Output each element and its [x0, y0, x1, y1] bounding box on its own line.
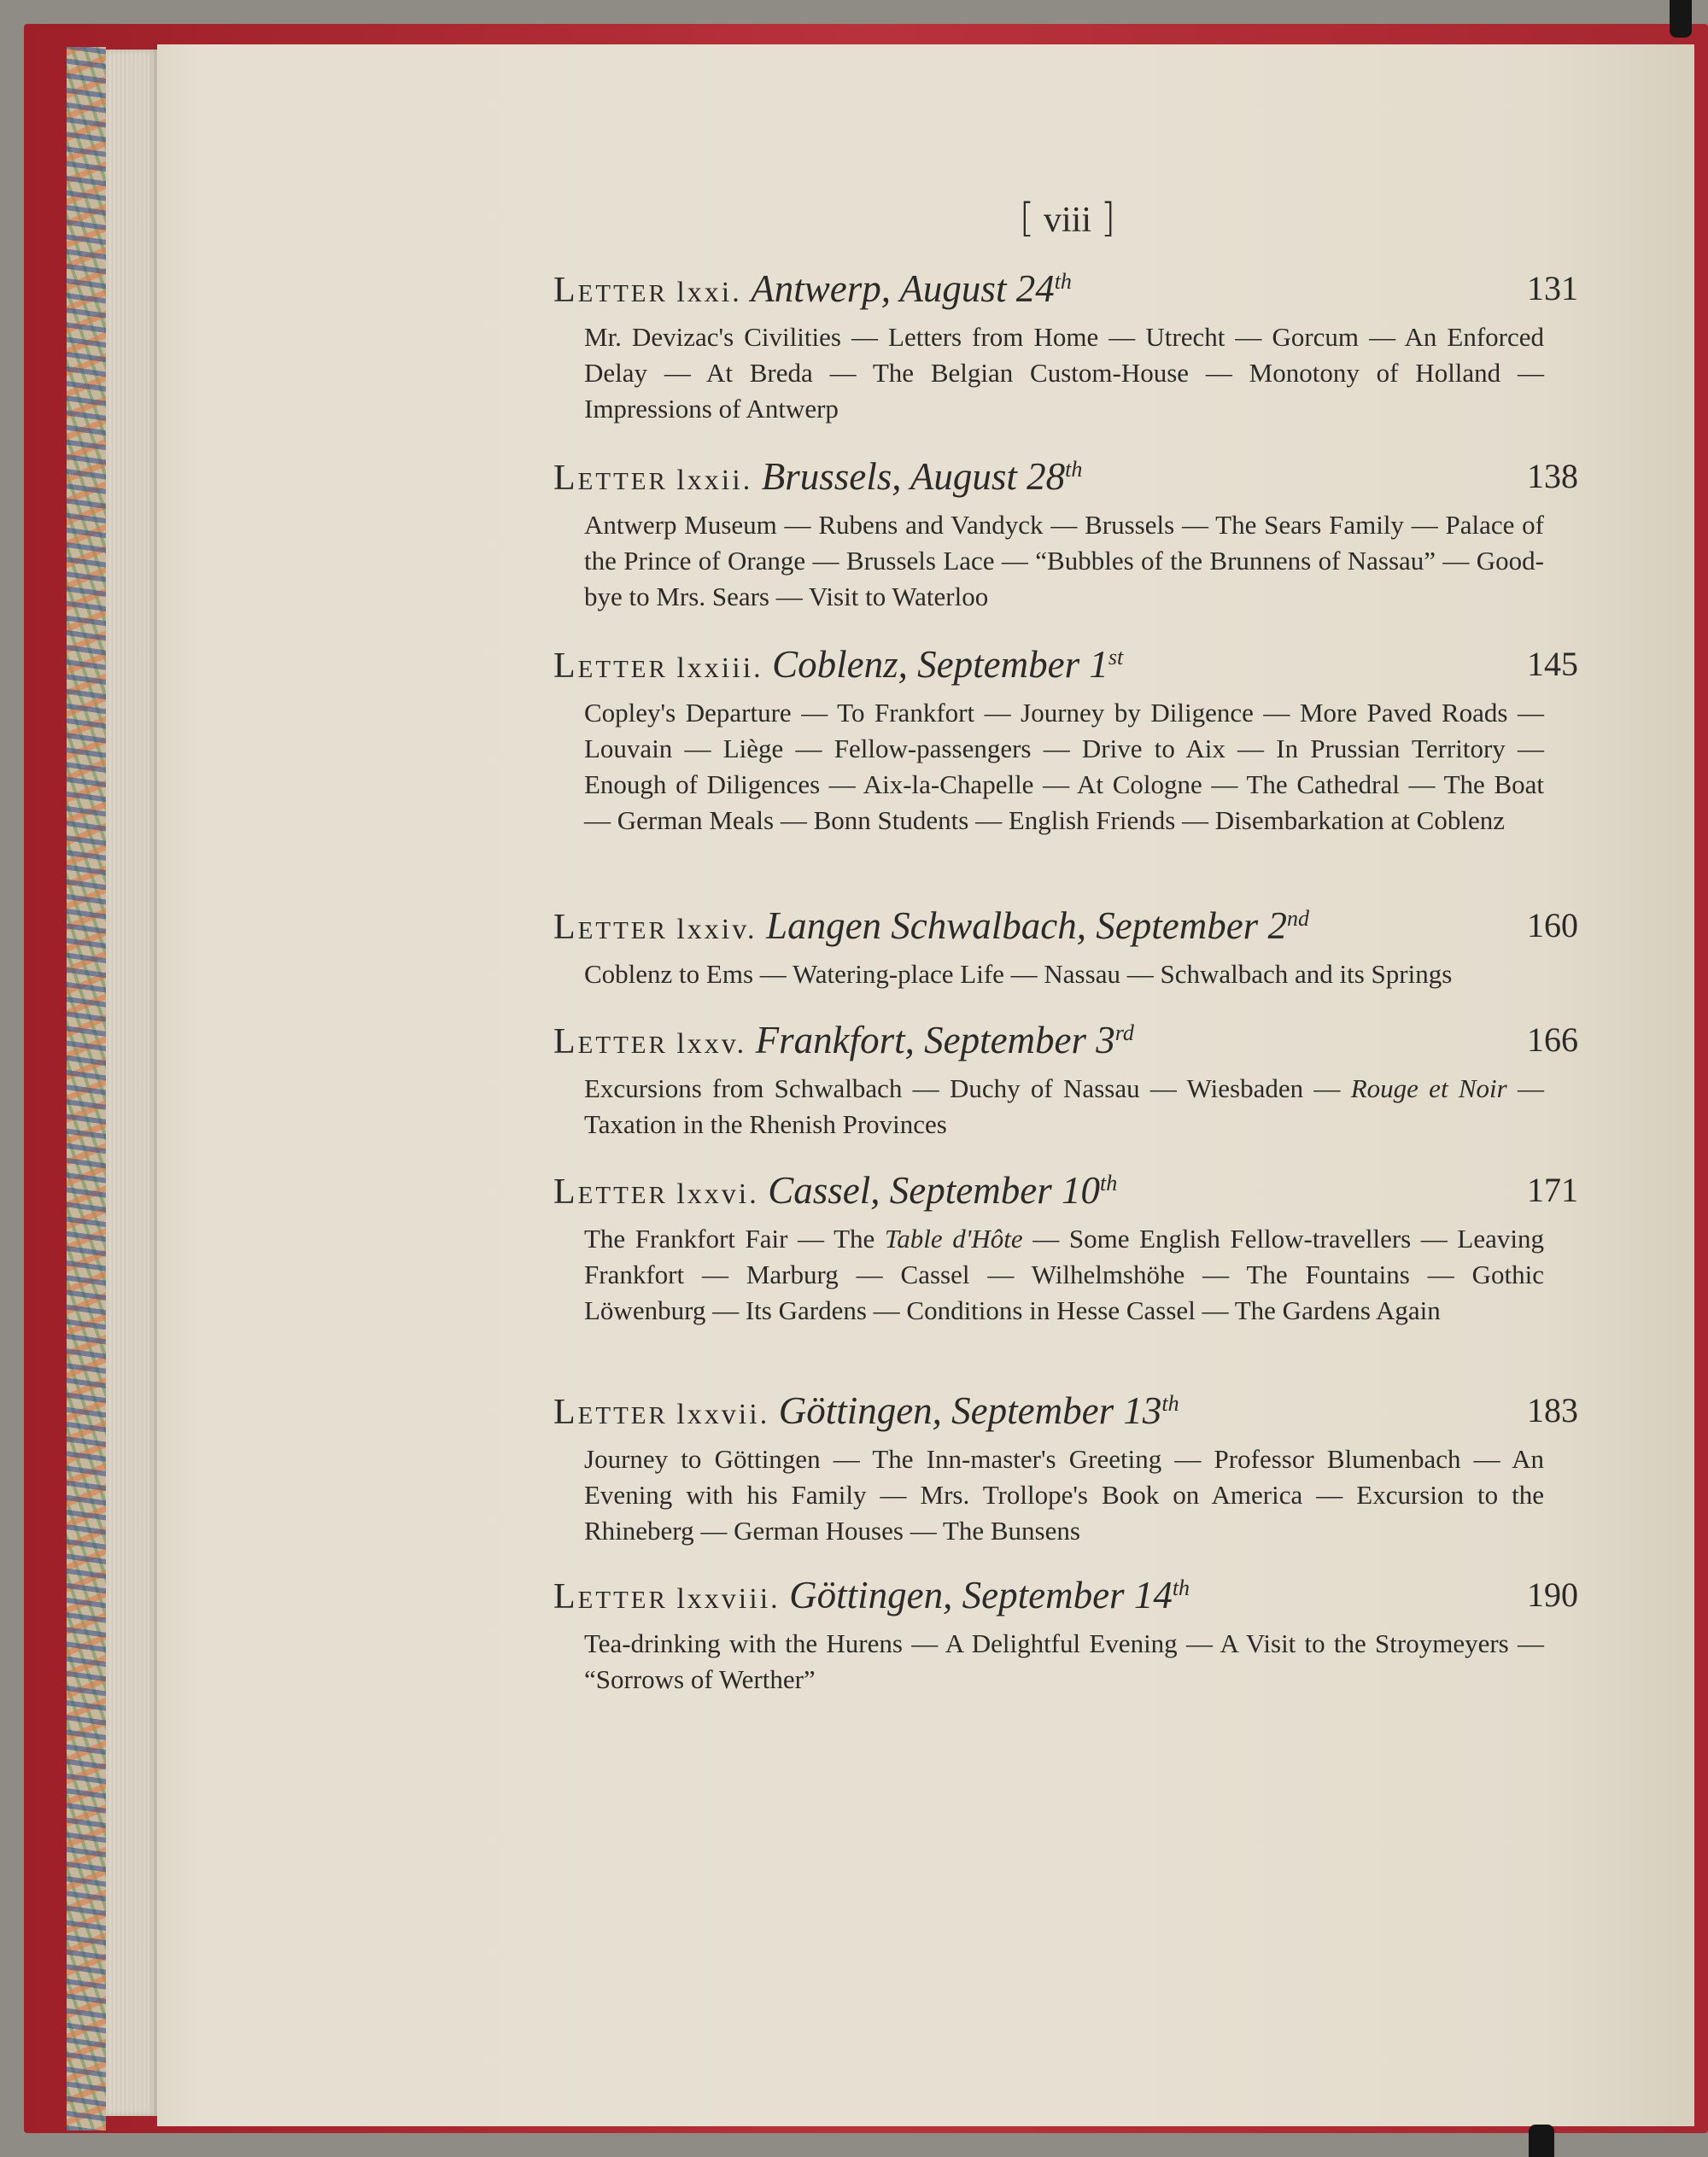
entry-heading [553, 904, 1309, 947]
summary-text: Excursions from Schwalbach — Duchy of Nassau — Wiesbaden — [584, 1073, 1351, 1103]
ordinal-suffix: th [1065, 457, 1083, 482]
toc-entry [553, 1018, 1578, 1143]
entry-header [553, 1168, 1578, 1218]
page-number-label: viii [1043, 201, 1091, 240]
ordinal-suffix: st [1108, 645, 1124, 669]
letter-place: Antwerp, August 24 [751, 267, 1055, 310]
ribbon-marker-top [1670, 0, 1692, 38]
page-number [982, 195, 1153, 241]
entry-heading [553, 267, 1072, 310]
letter-numeral: lxxviii. [676, 1583, 781, 1615]
summary-italic: Rouge et Noir [1350, 1073, 1507, 1103]
letter-numeral: lxxii. [676, 465, 753, 496]
letter-word: Letter [553, 459, 668, 498]
entry-header [553, 1573, 1578, 1622]
entry-heading [553, 1019, 1134, 1061]
letter-numeral: lxxiv. [676, 914, 757, 945]
ordinal-suffix: th [1099, 1171, 1118, 1195]
letter-summary: Coblenz to Ems — Watering-place Life — Nassau — Schwalbach and its Springs [584, 959, 1453, 989]
page-reference: 160 [1527, 906, 1578, 944]
letter-numeral: lxxvi. [676, 1178, 759, 1210]
letter-place: Coblenz, September 1 [772, 643, 1108, 686]
toc-entry [553, 266, 1578, 427]
entry-heading [553, 643, 1124, 686]
letter-summary: Tea-drinking with the Hurens — A Delightful Evening — A Visit to the Stroymeyers — “Sorrows of Werther” [584, 1628, 1544, 1694]
ribbon-marker-bottom [1529, 2125, 1554, 2157]
entry-header [553, 903, 1578, 953]
letter-place: Frankfort, September 3 [755, 1019, 1115, 1061]
bracket-close: ] [1100, 195, 1116, 241]
page-edges [106, 50, 157, 2116]
letter-numeral: lxxi. [676, 277, 742, 308]
entry-heading [553, 455, 1083, 498]
letter-word: Letter [553, 1022, 668, 1061]
letter-numeral: lxxiii. [676, 652, 763, 684]
entry-heading [553, 1169, 1118, 1212]
page-reference: 166 [1527, 1020, 1578, 1059]
ordinal-suffix: th [1054, 269, 1072, 294]
letter-word: Letter [553, 1393, 668, 1432]
page-reference: 190 [1527, 1575, 1578, 1614]
ordinal-suffix: rd [1114, 1020, 1134, 1045]
page-reference: 145 [1527, 645, 1578, 683]
summary-text: — Taxation in the Rhenish Provinces [584, 1073, 1544, 1139]
letter-numeral: lxxv. [676, 1028, 747, 1060]
page-reference: 183 [1527, 1391, 1578, 1429]
entry-header [553, 266, 1578, 316]
toc-entry [553, 642, 1578, 839]
toc-entry [553, 903, 1578, 992]
entry-header [553, 1018, 1578, 1067]
letter-numeral: lxxvii. [676, 1399, 770, 1430]
bracket-open: [ [1019, 195, 1035, 241]
letter-word: Letter [553, 1577, 668, 1616]
toc-entry [553, 1168, 1578, 1329]
summary-text: — Some English Fellow-travellers — Leaving Frankfort — Marburg — Cassel — Wilhelmshöhe — The Fountains — Gothic Löwenburg — Its Gardens — Conditions in Hesse Cassel — The Gardens Again [584, 1224, 1544, 1325]
entry-heading [553, 1574, 1190, 1616]
page-reference: 131 [1527, 269, 1578, 307]
letter-place: Cassel, September 10 [768, 1169, 1100, 1212]
letter-summary [584, 1071, 1544, 1143]
letter-summary [584, 1221, 1544, 1329]
entry-header [553, 1388, 1578, 1438]
summary-text: The Frankfort Fair — The [584, 1224, 885, 1254]
letter-place: Göttingen, September 13 [778, 1389, 1162, 1432]
letter-place: Brussels, August 28 [761, 455, 1066, 498]
letter-word: Letter [553, 646, 668, 686]
page-reference: 138 [1527, 457, 1578, 495]
ordinal-suffix: nd [1286, 906, 1309, 931]
ordinal-suffix: th [1161, 1391, 1179, 1416]
letter-word: Letter [553, 1172, 668, 1212]
entry-heading [553, 1389, 1179, 1432]
letter-place: Göttingen, September 14 [789, 1574, 1173, 1616]
toc-entry [553, 1573, 1578, 1698]
toc-entry [553, 1388, 1578, 1549]
page-reference: 171 [1527, 1171, 1578, 1209]
summary-italic: Table d'Hôte [884, 1224, 1023, 1254]
entry-header [553, 642, 1578, 692]
letter-word: Letter [553, 271, 668, 310]
marbled-endpaper [67, 47, 106, 2131]
letter-summary: Journey to Göttingen — The Inn-master's Greeting — Professor Blumenbach — An Evening with his Family — Mrs. Trollope's Book on America — Excursion to the Rhineberg — German Houses — The Bunsens [584, 1444, 1544, 1546]
toc-entry [553, 454, 1578, 615]
letter-place: Langen Schwalbach, September 2 [766, 904, 1287, 947]
letter-word: Letter [553, 908, 668, 947]
letter-summary: Antwerp Museum — Rubens and Vandyck — Brussels — The Sears Family — Palace of the Prince of Orange — Brussels Lace — “Bubbles of the Brunnens of Nassau” — Good-bye to Mrs. Sears — Visit to Waterloo [584, 510, 1544, 611]
letter-summary: Copley's Departure — To Frankfort — Journey by Diligence — More Paved Roads — Louvain — Liège — Fellow-passengers — Drive to Aix — In Prussian Territory — Enough of Diligences — Aix-la-Chapelle — At Cologne — The Cathedral — The Boat — German Meals — Bonn Students — English Friends — Disembarkation at Coblenz [584, 698, 1544, 835]
entry-header [553, 454, 1578, 504]
ordinal-suffix: th [1172, 1575, 1190, 1600]
letter-summary: Mr. Devizac's Civilities — Letters from Home — Utrecht — Gorcum — An Enforced Delay — At Breda — The Belgian Custom-House — Monotony of Holland — Impressions of Antwerp [584, 322, 1544, 424]
